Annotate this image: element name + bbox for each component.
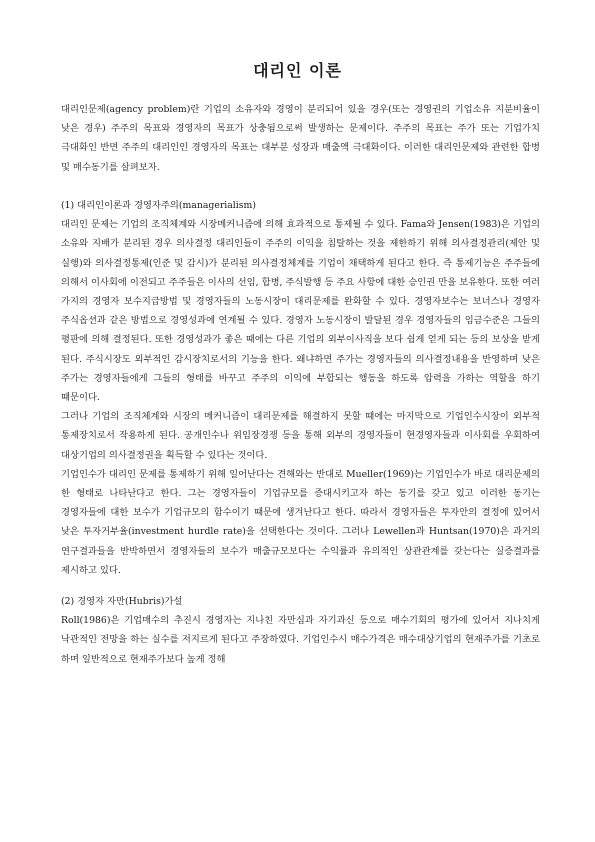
document-body — [61, 100, 540, 669]
document-title: 대리인 이론 — [253, 61, 342, 80]
intro-paragraph: 대리인문제(agency problem)란 기업의 소유자와 경영이 분리되어 있을 경우(또는 경영권의 기업소유 지분비율이 낮은 경우) 주주의 목표와 경영자의 목표가 상충됨으로써 발생하는 문제이다. 주주의 목표는 주가 또는 기업가치 극대화인 반면 주주의 대리인인 경영자의 목표는 대부분 성장과 매출액 극대화이다. 이러한 대리인문제와 관련한 합병 및 매수동기를 살펴보자. — [61, 104, 540, 173]
section-1-paragraph-3: 기업인수가 대리인 문제를 통제하기 위해 일어난다는 견해와는 반대로 Mueller(1969)는 기업인수가 바로 대리문제의 한 형태로 나타난다고 한다. 그는 경영자들이 기업규모를 증대시키고자 하는 동기를 갖고 있고 이러한 동기는 경영자들에 대한 보수가 기업규모의 함수이기 때문에 생겨난다고 한다. 따라서 경영자들은 투자안의 결정에 있어서 낮은 투자거부율(investment hurdle rate)을 선택한다는 것이다. 그러나 Lewellen과 Huntsan(1970)은 과거의 연구결과들을 반박하면서 경영자들의 보수가 매출규모보다는 수익률과 유의적인 상관관계를 갖는다는 실증결과를 제시하고 있다. — [61, 468, 540, 576]
section-1-paragraph-1: 대리인 문제는 기업의 조직체계와 시장메커니즘에 의해 효과적으로 통제될 수 있다. Fama와 Jensen(1983)은 기업의 소유와 지배가 분리된 경우 의사결정 대리인들이 주주의 이익을 침탈하는 것을 제한하기 위해 의사결정관리(제안 및 실행)와 의사결정통제(인준 및 감시)가 분리된 의사결정체계를 기업이 채택하게 된다고 한다. 즉 통제기능은 주주들에 의해서 이사회에 이전되고 주주들은 이사의 선임, 합병, 주식발행 등 주요 사항에 대한 승인권 만을 보유한다. 또한 여러 가지의 경영자 보수지급방법 및 경영자들의 노동시장이 대리문제를 완화할 수 있다. 경영자보수는 보너스나 경영자 주식옵션과 같은 방법으로 경영성과에 연계될 수 있다. 경영자 노동시장이 발달된 경우 경영자들의 임금수준은 그들의 평판에 의해 결정된다. 또한 경영성과가 좋은 때에는 다른 기업의 외부이사직을 보다 쉽게 얻게 되는 등의 보상을 받게 된다. 주식시장도 외부적인 감시장치로서의 기능을 한다. 왜냐하면 주가는 경영자들의 의사결정내용을 반영하며 낮은 주가는 경영자들에게 그들의 형태를 바꾸고 주주의 이익에 부합되는 행동을 하도록 압력을 가하는 역할을 하기 때문이다. — [61, 219, 540, 404]
spacer — [61, 580, 540, 592]
section-2-heading: (2) 경영자 자만(Hubris)가설 — [61, 596, 183, 608]
section-2-paragraph: Roll(1986)은 기업매수의 추진시 경영자는 지나친 자만심과 자기과신 등으로 매수기회의 평가에 있어서 지나치게 낙관적인 전망을 하는 실수를 저지르게 된다고 주장하였다. 기업인수시 매수가격은 매수대상기업의 현재주가를 기초로 하며 일반적으로 현재주가보다 높게 정해 — [61, 615, 540, 665]
section-1-paragraph-2: 그러나 기업의 조직체계와 시장의 메커니즘이 대리문제를 해결하지 못할 때에는 마지막으로 기업인수시장이 외부적 통제장치로서 작용하게 된다. 공개인수나 위임장경쟁 등을 통해 외부의 경영자들이 현경영자들과 이사회를 우회하여 대상기업의 의사결정권을 획득할 수 있다는 것이다. — [61, 411, 540, 461]
section-1-heading: (1) 대리인이론과 경영자주의(managerialism) — [61, 200, 256, 211]
spacer — [61, 177, 540, 196]
